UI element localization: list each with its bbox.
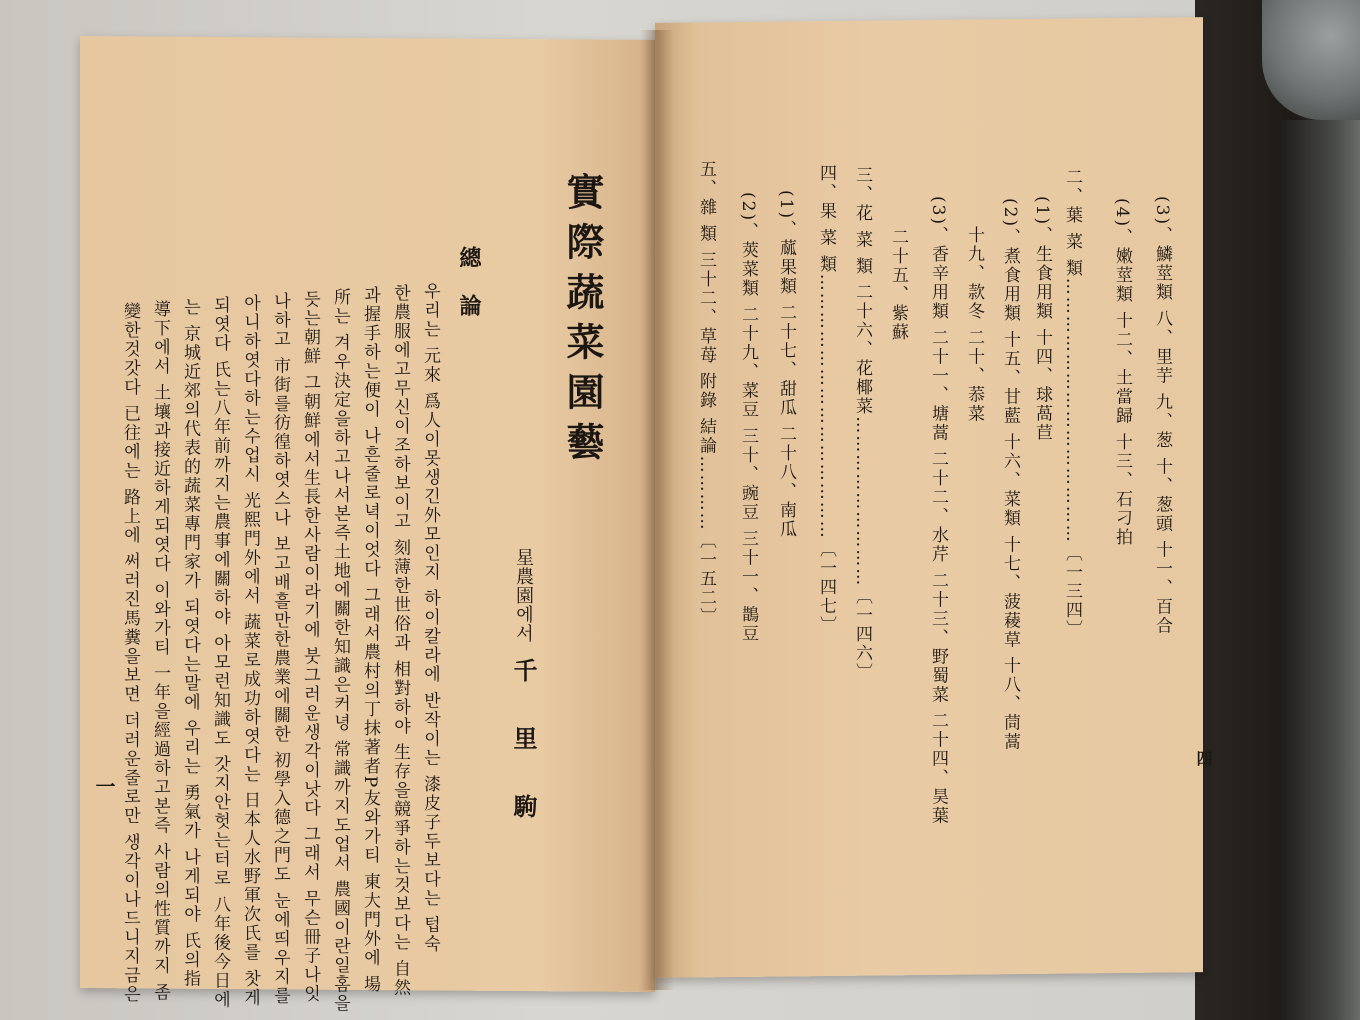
toc-line: (3)、香辛用類 二十一、塘蒿 二十二、水芹 二十三、野蜀菜 二十四、昊葉 <box>928 196 948 826</box>
toc-line: (4)、嫩莖類 十二、土當歸 十三、石刁拍 <box>1112 198 1132 547</box>
section-heading: 總論 <box>456 246 482 342</box>
page-number-left: 一 <box>92 776 116 796</box>
toc-line: (3)、鱗莖類 八、里芋 九、葱 十、葱頭 十一、百合 <box>1152 196 1172 636</box>
body-line: 所는 겨우決定을하고나서본즉土地에關한知識은커녕 常識까지도업서 農國이란일홈을 <box>330 288 350 1014</box>
body-line: 나하고 市街를彷徨하엿스나 보고배흘만한農業에關한 初學入德之門도 눈에띄우지를 <box>270 292 290 1006</box>
book-title: 實際蔬菜園藝 <box>560 172 605 472</box>
toc-line: (2)、莢菜類 二十九、菜豆 三十、豌豆 三十一、鵲豆 <box>738 192 758 644</box>
body-line: 아니하엿다하는수업시 光熙門外에서 蔬菜로成功하엿다는 日本人水野軍次氏를 찻게 <box>240 294 260 1008</box>
book-gutter <box>640 30 674 990</box>
author-name: 千里駒 <box>509 658 538 862</box>
body-line: 과握手하는便이 나흔줄로녁이엇다 그래서農村의丁抹著者P友와가티 東大門外에 場 <box>360 286 380 995</box>
toc-line: 二十五、紫蘇 <box>888 228 908 342</box>
page-number-right: 四 <box>1194 750 1213 766</box>
toc-line: (2)、煮食用類 十五、甘藍 十六、菜類 十七、菠薐草 十八、茼蒿 <box>1000 198 1020 752</box>
author-place: 星農園에서 <box>513 548 534 643</box>
body-line: 한農服에고무신이조하보이고 刻薄한世俗과 相對하야 生存을競爭하는것보다는 自然 <box>390 284 410 998</box>
toc-line: (1)、蓏果類 二十七、甜瓜 二十八、南瓜 <box>776 190 796 539</box>
body-line: 는 京城近郊의代表的蔬菜專門家가 되엿다는말에 우리는 勇氣가 나게되야 氏의指 <box>180 298 200 989</box>
toc-line: 十九、款冬 二十、菾菜 <box>964 226 984 424</box>
body-line: 우리는 元來 爲人이못생긴外모인지 하이칼라에 반작이는 漆皮子두보다는 텁숙 <box>420 282 440 954</box>
body-line: 듯는朝鮮 그朝鮮에서生長한사람이라기에 붓그러운생각이낫다 그래서 무슨冊子나잇 <box>300 290 320 1004</box>
body-line: 導下에서 土壤과接近하게되엿다 이와가티 一年을經過하고본즉 사람의性質까지 좀 <box>150 300 170 1003</box>
body-line: 變한것갓다 已往에는 路上에 써러진馬糞을보면 더러운줄로만 생각이나드니지금은 <box>120 302 140 1005</box>
toc-line: 四、果 菜 類……………………………………〔一四七〕 <box>816 164 836 635</box>
toc-line: 二、葉 菜 類……………………………………〔一三四〕 <box>1062 168 1082 639</box>
toc-line: 三、花 菜 類 二十六、花椰菜………………………〔一四六〕 <box>852 166 872 683</box>
body-line: 되엿다 氏는八年前까지는農事에關하야 아모런知識도 갓지안헛는터로 八年後今日에 <box>210 296 230 1010</box>
metal-edge <box>1280 120 1360 1020</box>
toc-line: 五、雜 類 三十二、草苺 附錄 結論…………〔一五二〕 <box>696 160 716 627</box>
toc-line: (1)、生食用類 十四、球萵苣 <box>1032 196 1052 443</box>
